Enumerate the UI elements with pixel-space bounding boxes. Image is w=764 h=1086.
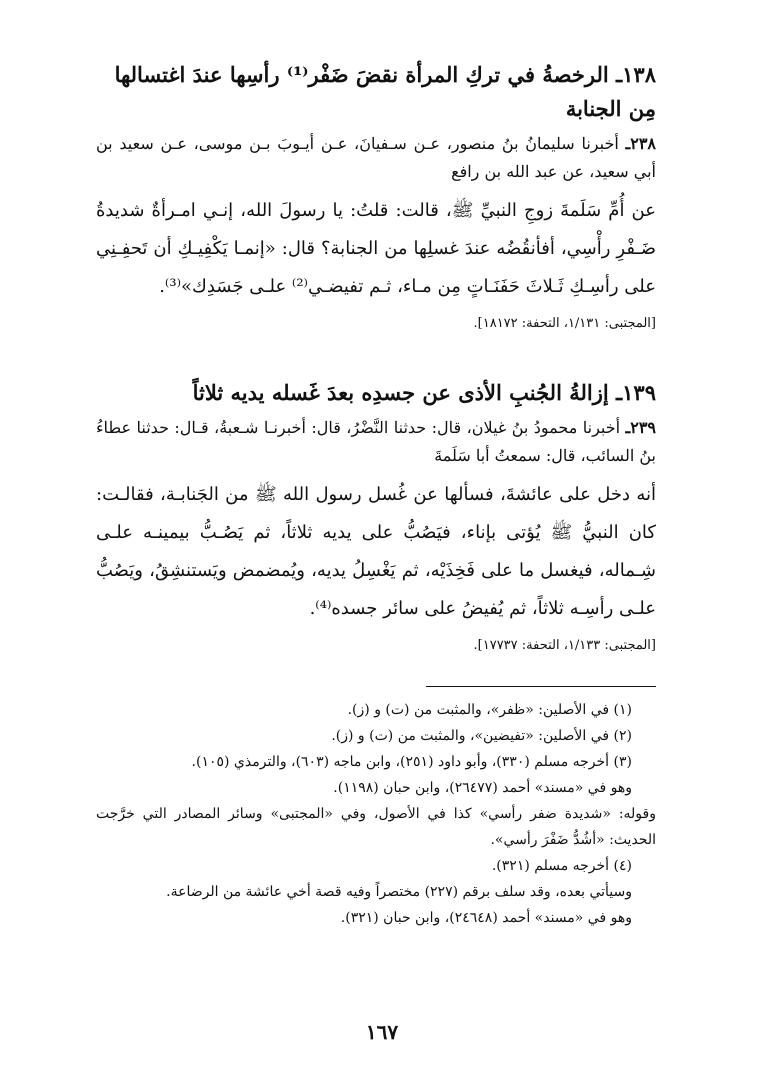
- footnote: وهو في «مسند» أحمد (٢٦٤٧٧)، وابن حبان (١١٩٨).: [333, 780, 632, 796]
- hadith-239-isnad: [96, 414, 656, 470]
- page-number: ١٦٧: [365, 1020, 399, 1044]
- isnad-text: أخبرنا محمودُ بنُ غيلان، قال: حدثنا النَّضْرُ، قال: أخبرنـا شـعبةُ، قـال: حدثنا عطاءُ بنُ السائب، قال: سمعتُ أبا سَلَمةَ: [96, 418, 656, 465]
- hadith-number-239: ٢٣٩ـ: [625, 418, 656, 437]
- footnote-divider: [426, 686, 656, 687]
- hadith-238-matn: عن أُمِّ سَلَمةَ زوجِ النبيِّ ﷺ، قالت: قلتُ: يا رسولَ الله، إنـي امـرأةٌ شديدةُ ضَـفْرِ رأْسِي، أفأنقُضُه عندَ غسلِها من الجنابة؟ قال: «إنمـا يَكْفِيـكِ أن تَحفِـنِي على رأسِـكِ ثَـلاثَ حَفَنَـاتٍ مِن مـاء، ثـم تفيضـي⁽²⁾ علـى جَسَدِك»⁽³⁾.: [96, 200, 656, 297]
- footnote: وقوله: «شديدة ضفر رأسي» كذا في الأصول، وفي «المجتبى» وسائر المصادر التي خرَّجت الحديث: «أشُدُّ ضَفْرَ رأسي».: [96, 806, 656, 848]
- footnote: وسيأتي بعده، وقد سلف برقم (٢٢٧) مختصراً وفيه قصة أخي عائشة من الرضاعة.: [166, 884, 632, 900]
- footnote: (٢) في الأصلين: «تفيضين»، والمثبت من (ت) و (ز).: [331, 728, 632, 744]
- footnote: (٣) أخرجه مسلم (٣٣٠)، وأبو داود (٢٥١)، وابن ماجه (٦٠٣)، والترمذي (١٠٥).: [191, 754, 632, 770]
- hadith-number-238: ٢٣٨ـ: [625, 134, 656, 153]
- footnote: (١) في الأصلين: «ظفر»، والمثبت من (ت) و (ز).: [347, 702, 632, 718]
- isnad-text: أخبرنا سليمانُ بنُ منصور، عـن سـفيانَ، عـن أيـوبَ بـن موسى، عـن سعيد بن أبي سعيد، عن عبد الله بن رافع: [96, 134, 656, 181]
- chapter-heading-139: ١٣٩ـ إزالةُ الجُنبِ الأذى عن جسدِه بعدَ غَسله يديه ثلاثاً: [192, 380, 656, 405]
- footnotes: [96, 697, 656, 931]
- footnote: (٤) أخرجه مسلم (٣٢١).: [491, 858, 632, 874]
- book-page: [96, 50, 656, 931]
- hadith-239-reference: [المجتبى: ١/١٣٣، التحفة: ١٧٧٣٧].: [473, 638, 656, 653]
- hadith-238-isnad: [96, 130, 656, 186]
- chapter-heading-138: ١٣٨ـ الرخصةُ في تركِ المرأة نقضَ ضَفْر⁽¹⁾ رأسِها عندَ اغتسالها مِن الجنابة: [114, 62, 656, 121]
- hadith-239-matn: أنه دخل على عائشةَ، فسألها عن غُسل رسول الله ﷺ من الجَنابـة، فقالـت: كان النبيُّ ﷺ يُؤتى بإناء، فيَصُبُّ على يديه ثلاثاً، ثم يَصُـبُّ بيمينـه علـى شِـماله، فيغسل ما على فَخِذَيْه، ثم يَغْسِلُ يديه، ويُمضمض ويَستنشِقُ، ويَصُبُّ علـى رأسِـه ثلاثاً، ثم يُفيضُ على سائر جسده⁽⁴⁾.: [96, 484, 656, 619]
- hadith-238-reference: [المجتبى: ١/١٣١، التحفة: ١٨١٧٢].: [473, 316, 656, 331]
- footnote: وهو في «مسند» أحمد (٢٤٦٤٨)، وابن حبان (٣٢١).: [340, 910, 632, 926]
